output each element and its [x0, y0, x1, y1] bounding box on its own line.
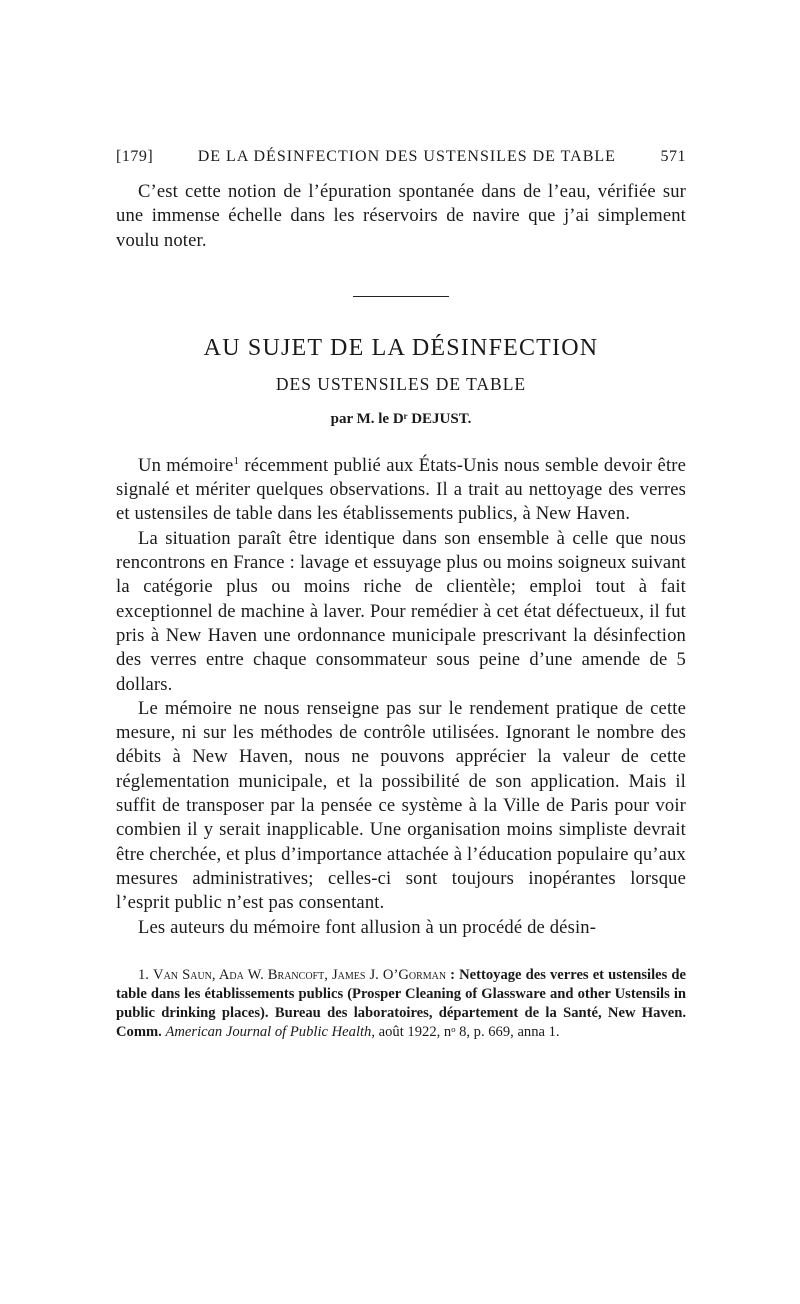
page-number: 571	[660, 148, 686, 165]
article-body	[116, 454, 686, 940]
page-reference: [179]	[116, 148, 154, 165]
article-byline: par M. le Dʳ DEJUST.	[330, 410, 472, 427]
footnote	[116, 966, 686, 1043]
document-page	[116, 148, 686, 1057]
footnote-citation: , août 1922, nᵒ 8, p. 669, anna 1.	[371, 1024, 560, 1041]
paragraph-1-rest: récemment publié aux États-Unis nous semble devoir être signalé et mériter quelques observations. Il a trait au nettoyage des verres et ustensiles de table dans les établissements publics, à New Haven.	[116, 454, 686, 525]
footnote-marker: 1	[233, 454, 240, 467]
running-header	[116, 148, 686, 166]
footnote-authors: Van Saun, Ada W. Brancoft, James J. O’Gorman	[153, 966, 447, 983]
paragraph-4: Les auteurs du mémoire font allusion à un procédé de désin-	[138, 916, 597, 938]
footnote-text: : Nettoyage des verres et ustensiles de table dans les établissements publics (Prosper Cleaning of Glassware and other Ustensils in public drinking places). Bureau des laboratoires, département de la Santé, New Haven. Comm.	[116, 966, 686, 1041]
paragraph-2: La situation paraît être identique dans son ensemble à celle que nous rencontrons en France : lavage et essuyage plus ou moins soigneux suivant la catégorie plus ou moins riche de clientèle; emploi tout à fait exceptionnel de machine à laver. Pour remédier à cet état défectueux, il fut pris à New Haven une ordonnance municipale prescrivant la désinfection des verres entre chaque consommateur sous peine d’une amende de 5 dollars.	[116, 527, 686, 695]
section-divider	[353, 296, 449, 297]
paragraph-1-start: Un mémoire	[138, 454, 234, 476]
paragraph-1	[116, 454, 686, 527]
previous-article-closing-paragraph: C’est cette notion de l’épuration spontanée dans de l’eau, vérifiée sur une immense échelle dans les réservoirs de navire que j’ai simplement voulu noter.	[116, 181, 686, 251]
footnote-journal: American Journal of Public Health	[165, 1024, 372, 1041]
footnote-number: 1.	[138, 966, 149, 983]
article-subtitle: DES USTENSILES DE TABLE	[275, 373, 527, 394]
paragraph-3: Le mémoire ne nous renseigne pas sur le rendement pratique de cette mesure, ni sur les méthodes de contrôle utilisées. Ignorant le nombre des débits à New Haven, nous ne pouvons apprécier la valeur de cette réglementation municipale, et la possibilité de son application. Mais il suffit de transposer par la pensée ce système à la Ville de Paris pour voir combien il y serait inapplicable. Une organisation moins simpliste devrait être cherchée, et plus d’importance attachée à l’éducation populaire qu’aux mesures administratives; celles-ci sont toujours inopérantes lorsque l’esprit public n’est pas consentant.	[116, 697, 686, 914]
running-title: DE LA DÉSINFECTION DES USTENSILES DE TABLE	[197, 148, 616, 165]
article-title: AU SUJET DE LA DÉSINFECTION	[203, 334, 599, 361]
